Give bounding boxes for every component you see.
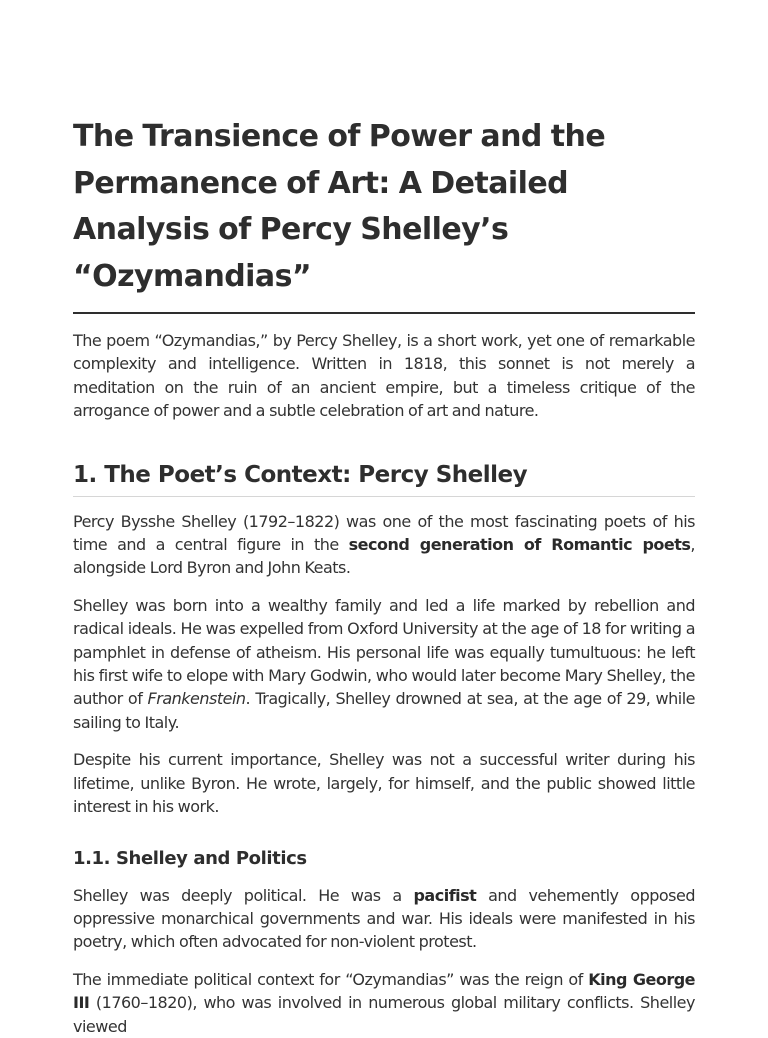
bold-text: pacifist [413,885,477,905]
text-run: . Tragically, Shelley drowned at sea, at the age of 29, while sailing to Italy. [73,689,696,732]
text-run: Percy Bysshe Shelley (1792–1822) was one of the most fascinating poets of his time and a central figure in the [73,511,695,555]
subsection-paragraph-1 [73,884,695,954]
section-1-paragraph-2 [73,594,695,734]
subsection-paragraph-2 [73,968,695,1038]
section-1-heading: 1. The Poet’s Context: Percy Shelley [73,458,695,497]
intro-paragraph: The poem “Ozymandias,” by Percy Shelley, is a short work, yet one of remarkable complexity and intelligence. Written in 1818, this sonnet is not merely a meditation on the ruin of an ancient empire, but a timeless critique of the arrogance of power and a subtle celebration of art and nature. [73,331,695,421]
bold-text: King George III [73,969,696,1013]
bold-text: second generation of Romantic poets [348,535,691,555]
italic-text: Frankenstein [147,689,246,709]
document-page [73,114,695,1038]
section-1-paragraph-1 [73,510,695,580]
subsection-1-1-heading: 1.1. Shelley and Politics [73,847,307,869]
text-run: , alongside Lord Byron and John Keats. [73,535,696,578]
text-run: (1760–1820), who was involved in numerous global military conflicts. Shelley viewed [73,993,695,1036]
document-title: The Transience of Power and the Permanence of Art: A Detailed Analysis of Percy Shelley’s “Ozymandias” [73,114,695,314]
section-1-paragraph-3: Despite his current importance, Shelley was not a successful writer during his lifetime, unlike Byron. He wrote, largely, for himself, and the public showed little interest in his work. [73,750,695,817]
text-run: Shelley was deeply political. He was a [73,885,414,905]
text-run: and vehemently opposed oppressive monarchical governments and war. His ideals were manifested in his poetry, which often advocated for non-violent protest. [73,885,696,952]
text-run: Shelley was born into a wealthy family and led a life marked by rebellion and radical ideals. He was expelled from Oxford University at the age of 18 for writing a pamphlet in defense of atheism. His personal life was equally tumultuous: he left his first wife to elope with Mary Godwin, who would later become Mary Shelley, the author of [73,595,695,709]
text-run: The immediate political context for “Ozymandias” was the reign of [73,969,589,989]
